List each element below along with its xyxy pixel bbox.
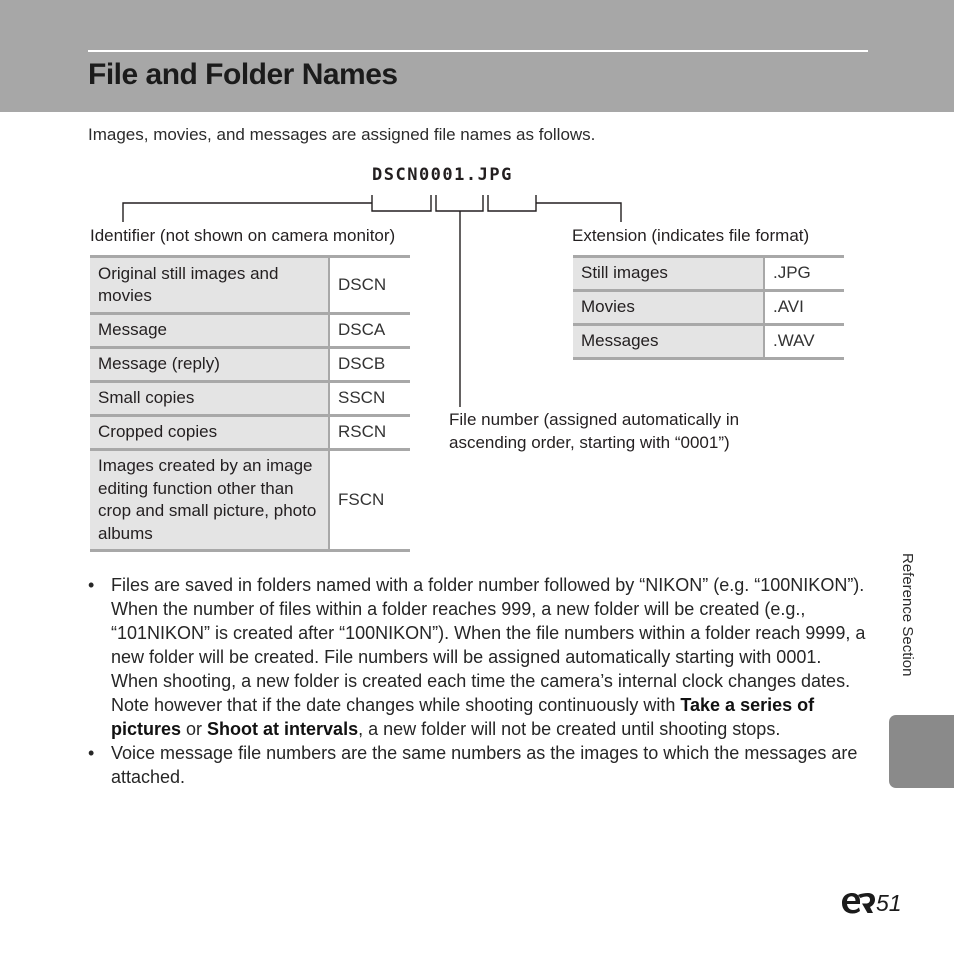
extension-code: .JPG <box>764 257 844 291</box>
identifier-type: Images created by an image editing function other than crop and small picture, photo albums <box>90 450 329 551</box>
bold-term-series: Take a series of pictures <box>111 695 815 739</box>
extension-label: Extension (indicates file format) <box>572 226 810 245</box>
extension-bracket-right <box>536 203 621 222</box>
reference-section-label: Reference Section <box>899 553 916 677</box>
table-row <box>90 314 410 348</box>
identifier-code: RSCN <box>329 416 410 450</box>
extension-table <box>573 255 844 360</box>
bullet-text: or <box>181 719 208 739</box>
identifier-bracket <box>372 195 431 211</box>
file-number-label-line-1: File number (assigned automatically in <box>449 410 740 429</box>
table-row <box>573 325 844 359</box>
table-row <box>90 257 410 314</box>
file-number-bracket <box>436 195 483 211</box>
extension-type: Movies <box>573 291 764 325</box>
identifier-code: DSCN <box>329 257 410 314</box>
intro-text: Images, movies, and messages are assigned file names as follows. <box>88 125 596 144</box>
list-item <box>88 741 868 789</box>
section-tab <box>889 715 954 788</box>
bold-term-intervals: Shoot at intervals <box>207 719 359 739</box>
file-number-label <box>449 408 739 454</box>
identifier-type: Original still images and movies <box>90 257 329 314</box>
extension-code: .WAV <box>764 325 844 359</box>
extension-code: .AVI <box>764 291 844 325</box>
identifier-code: DSCB <box>329 348 410 382</box>
bullet-text: Voice message file numbers are the same numbers as the images to which the messages are attached. <box>111 743 858 787</box>
identifier-type: Cropped copies <box>90 416 329 450</box>
identifier-label: Identifier (not shown on camera monitor) <box>90 226 396 245</box>
identifier-code: FSCN <box>329 450 410 551</box>
bullet-text: Files are saved in folders named with a folder number followed by “NIKON” (e.g. “100NIKON”). When the number of files within a folder reaches 999, a new folder will be created (e.g., “101NIKON” is created after “100NIKON”). When the file numbers within a folder reach 9999, a new folder will be created. File numbers will be assigned automatically starting with 0001. When shooting, a new folder is created each time the camera’s internal clock changes dates. Note however that if the date changes while shooting continuously with <box>111 575 866 715</box>
page-number <box>840 890 902 922</box>
identifier-type: Small copies <box>90 382 329 416</box>
table-row <box>90 416 410 450</box>
extension-bracket <box>488 195 536 211</box>
identifier-code: SSCN <box>329 382 410 416</box>
notes-list <box>88 573 868 789</box>
extension-type: Messages <box>573 325 764 359</box>
table-row <box>90 382 410 416</box>
page-title: File and Folder Names <box>88 58 398 91</box>
identifier-code: DSCA <box>329 314 410 348</box>
extension-type: Still images <box>573 257 764 291</box>
identifier-type: Message (reply) <box>90 348 329 382</box>
table-row <box>573 291 844 325</box>
e-section-icon <box>840 892 876 914</box>
identifier-table <box>90 255 410 552</box>
identifier-bracket-left <box>123 203 372 222</box>
list-item <box>88 573 868 741</box>
bullet-text: , a new folder will not be created until shooting stops. <box>358 719 781 739</box>
table-row <box>90 450 410 551</box>
table-row <box>90 348 410 382</box>
filename-example: DSCN0001.JPG <box>372 165 513 185</box>
file-number-label-line-2: ascending order, starting with “0001”) <box>449 433 730 452</box>
table-row <box>573 257 844 291</box>
identifier-type: Message <box>90 314 329 348</box>
page-number-text: 51 <box>876 890 902 916</box>
